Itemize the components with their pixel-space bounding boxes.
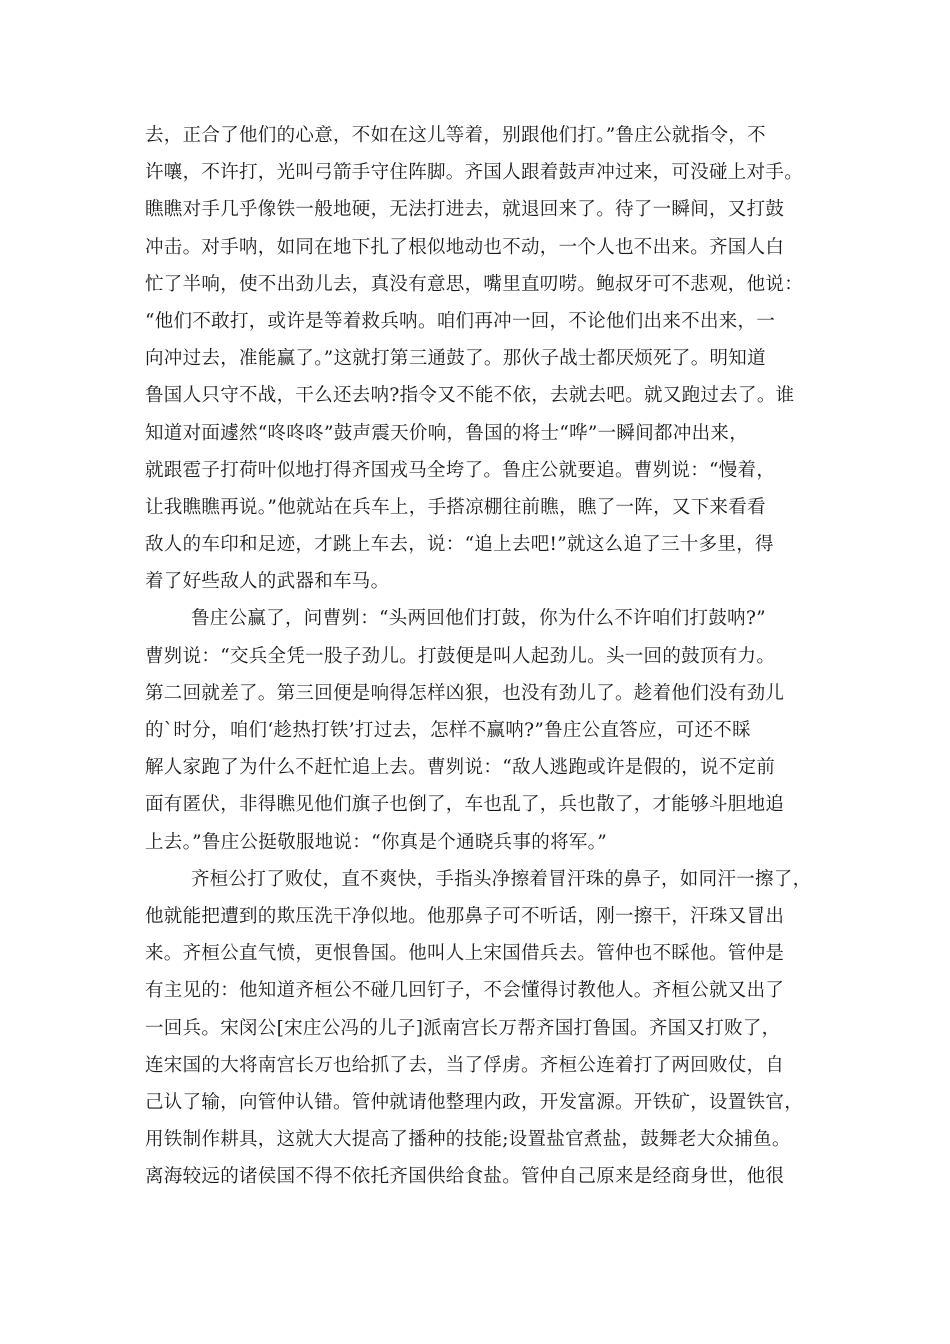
- text-line: 的`时分，咱们‘趁热打铁’打过去，怎样不赢呐?”鲁庄公直答应，可还不睬: [145, 720, 751, 741]
- text-line: 面有匿伏，非得瞧见他们旗子也倒了，车也乱了，兵也散了，才能够斗胆地追: [145, 794, 785, 816]
- text-line: 有主见的：他知道齐桓公不碰几回钉子，不会懂得讨教他人。齐桓公就又出了: [145, 980, 785, 1002]
- text-line: “他们不敢打，或许是等着救兵呐。咱们再冲一回，不论他们出来不出来，一: [145, 310, 776, 332]
- text-line: 瞧瞧对手几乎像铁一般地硬，无法打进去，就退回来了。待了一瞬间，又打鼓: [145, 199, 785, 221]
- text-line: 他就能把遭到的欺压洗干净似地。他那鼻子可不听话，刚一擦干，汗珠又冒出: [145, 905, 785, 927]
- text-line: 用铁制作耕具，这就大大提高了播种的技能;设置盐官煮盐，鼓舞老大众捕鱼。: [145, 1129, 791, 1151]
- text-line: 来。齐桓公直气愤，更恨鲁国。他叫人上宋国借兵去。管仲也不睬他。管仲是: [145, 943, 785, 965]
- text-line: 知道对面遽然“咚咚咚”鼓声震天价响，鲁国的将士“哗”一瞬间都冲出来，: [145, 422, 749, 444]
- text-line: 鲁国人只守不战，干么还去呐?指令又不能不依，去就去吧。就又跑过去了。谁: [145, 385, 795, 407]
- text-line: 冲击。对手呐，如同在地下扎了根似地动也不动，一个人也不出来。齐国人白: [145, 236, 785, 258]
- body-text: [145, 117, 825, 1195]
- text-line: 一回兵。宋闵公[宋庄公冯的儿子]派南宫长万帮齐国打鲁国。齐国又打败了，: [145, 1017, 781, 1039]
- text-line: 曹刿说：“交兵全凭一股子劲儿。打鼓便是叫人起劲儿。头一回的鼓顶有力。: [145, 645, 776, 667]
- text-line: 忙了半响，使不出劲儿去，真没有意思，嘴里直叨唠。鲍叔牙可不悲观，他说：: [145, 273, 804, 295]
- text-line: 离海较远的诸侯国不得不依托齐国供给食盐。管仲自己原来是经商身世，他很: [145, 1166, 785, 1188]
- text-line: 己认了输，向管仲认错。管仲就请他整理内政，开发富源。开铁矿，设置铁官，: [145, 1091, 804, 1113]
- text-line: 向冲过去，准能赢了。”这就打第三通鼓了。那伙子战士都厌烦死了。明知道: [145, 348, 766, 370]
- text-line: 连宋国的大将南宫长万也给抓了去，当了俘虏。齐桓公连着打了两回败仗，自: [145, 1054, 785, 1076]
- paragraph-start-line: 鲁庄公赢了，问曹刿：“头两回他们打鼓，你为什么不许咱们打鼓呐?”: [191, 608, 766, 630]
- text-line: 解人家跑了为什么不赶忙追上去。曹刿说：“敌人逃跑或许是假的，说不定前: [145, 757, 776, 779]
- text-line: 就跟雹子打荷叶似地打得齐国戎马全垮了。鲁庄公就要追。曹刿说：“慢着，: [145, 459, 776, 481]
- text-line: 让我瞧瞧再说。”他就站在兵车上，手搭凉棚往前瞧，瞧了一阵，又下来看看: [145, 496, 766, 518]
- paragraph-start-line: 齐桓公打了败仗，直不爽快，手指头净擦着冒汗珠的鼻子，如同汗一擦了，: [191, 868, 812, 890]
- text-line: 上去。”鲁庄公挺敬服地说：“你真是个通晓兵事的将军。”: [145, 831, 607, 853]
- text-line: 敌人的车印和足迹，才跳上车去，说：“追上去吧!”就这么追了三十多里，得: [145, 534, 774, 556]
- text-line: 第二回就差了。第三回便是响得怎样凶狠，也没有劲儿了。趁着他们没有劲儿: [145, 682, 785, 704]
- text-line: 着了好些敌人的武器和车马。: [145, 571, 390, 593]
- text-line: 去，正合了他们的心意，不如在这儿等着，别跟他们打。”鲁庄公就指令，不: [145, 125, 766, 146]
- text-line: 许嚷，不许打，光叫弓箭手守住阵脚。齐国人跟着鼓声冲过来，可没碰上对手。: [145, 162, 804, 184]
